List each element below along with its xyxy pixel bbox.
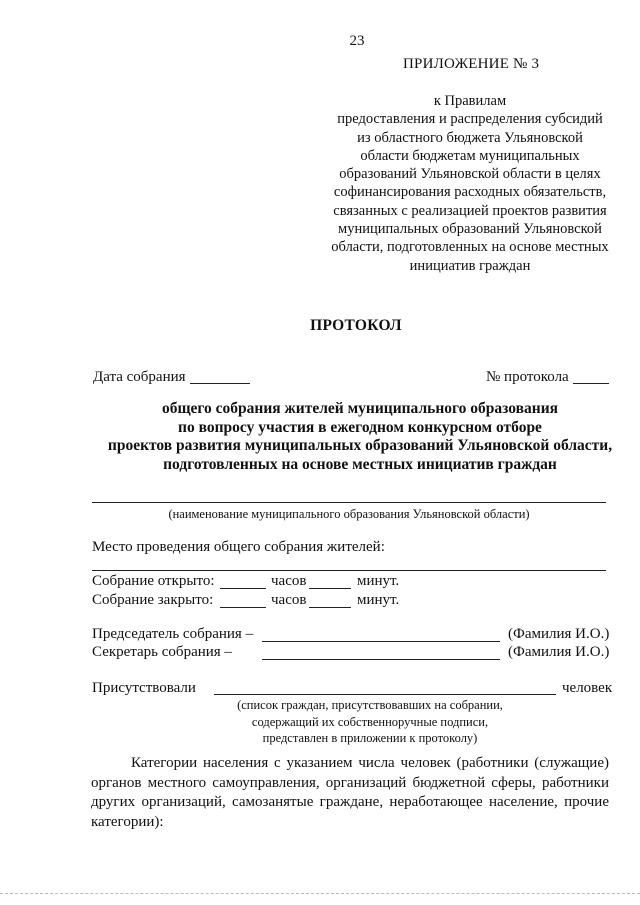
- present-caption-line: представлен в приложении к протоколу): [262, 731, 478, 745]
- closed-minutes-label: минут.: [357, 592, 400, 608]
- document-title: ПРОТОКОЛ: [310, 317, 402, 334]
- page-bottom-edge: [0, 893, 640, 894]
- protocol-subtitle: [90, 400, 630, 474]
- chairman-label: Председатель собрания –: [92, 626, 254, 642]
- opened-minutes-field[interactable]: [309, 588, 351, 589]
- closed-minutes-field[interactable]: [309, 607, 351, 608]
- rules-line: к Правилам: [433, 93, 507, 109]
- subtitle-line: по вопросу участия в ежегодном конкурсном отборе: [178, 418, 542, 436]
- chairman-field[interactable]: [262, 641, 500, 642]
- meeting-date-label: Дата собрания: [93, 369, 186, 385]
- subtitle-line: общего собрания жителей муниципального образования: [161, 400, 559, 417]
- rules-line: из областного бюджета Ульяновской: [357, 129, 583, 146]
- venue-field[interactable]: [92, 570, 606, 571]
- rules-reference: [312, 92, 628, 275]
- present-label: Присутствовали: [92, 680, 196, 696]
- chairman-fio-hint: (Фамилия И.О.): [508, 626, 610, 642]
- opened-label: Собрание открыто:: [92, 573, 215, 589]
- rules-line: софинансирования расходных обязательств,: [333, 184, 607, 201]
- closed-hours-label: часов: [271, 592, 307, 608]
- protocol-number-field[interactable]: [573, 383, 609, 384]
- present-caption: [206, 697, 534, 747]
- closed-hours-field[interactable]: [220, 607, 266, 608]
- rules-line: образований Ульяновской области в целях: [339, 166, 601, 183]
- categories-paragraph: Категории населения с указанием числа человек (работники (служащие) органов местного самоуправления, организаций бюджетной сферы, работники других организаций, самозанятые граждане, неработающее население, прочие категории):: [91, 755, 609, 830]
- municipality-caption: (наименование муниципального образования Ульяновской области): [168, 507, 530, 521]
- municipality-field[interactable]: [92, 502, 606, 503]
- meeting-date-field[interactable]: [190, 383, 250, 384]
- rules-line: инициатив граждан: [409, 257, 531, 274]
- rules-line: муниципальных образований Ульяновской: [338, 221, 602, 238]
- appendix-title: ПРИЛОЖЕНИЕ № 3: [403, 56, 540, 72]
- present-caption-line: содержащий их собственноручные подписи,: [251, 714, 489, 729]
- rules-line: области, подготовленных на основе местных: [331, 239, 609, 256]
- rules-line: предоставления и распределения субсидий: [337, 111, 603, 128]
- rules-line: связанных с реализацией проектов развития: [333, 202, 607, 219]
- closed-label: Собрание закрыто:: [92, 592, 214, 608]
- opened-hours-field[interactable]: [220, 588, 266, 589]
- secretary-fio-hint: (Фамилия И.О.): [508, 644, 610, 660]
- venue-label: Место проведения общего собрания жителей:: [92, 539, 385, 555]
- secretary-field[interactable]: [262, 659, 500, 660]
- present-caption-line: (список граждан, присутствовавших на собрании,: [237, 698, 503, 712]
- rules-line: области бюджетам муниципальных: [360, 147, 580, 164]
- protocol-number-label: № протокола: [486, 369, 569, 385]
- page-number: 23: [349, 33, 365, 49]
- subtitle-line: проектов развития муниципальных образований Ульяновской области,: [107, 437, 613, 454]
- opened-minutes-label: минут.: [357, 573, 400, 589]
- subtitle-line: подготовленных на основе местных инициатив граждан: [163, 455, 557, 473]
- persons-label: человек: [562, 680, 613, 696]
- present-field[interactable]: [214, 694, 556, 695]
- opened-hours-label: часов: [271, 573, 307, 589]
- secretary-label: Секретарь собрания –: [92, 644, 232, 660]
